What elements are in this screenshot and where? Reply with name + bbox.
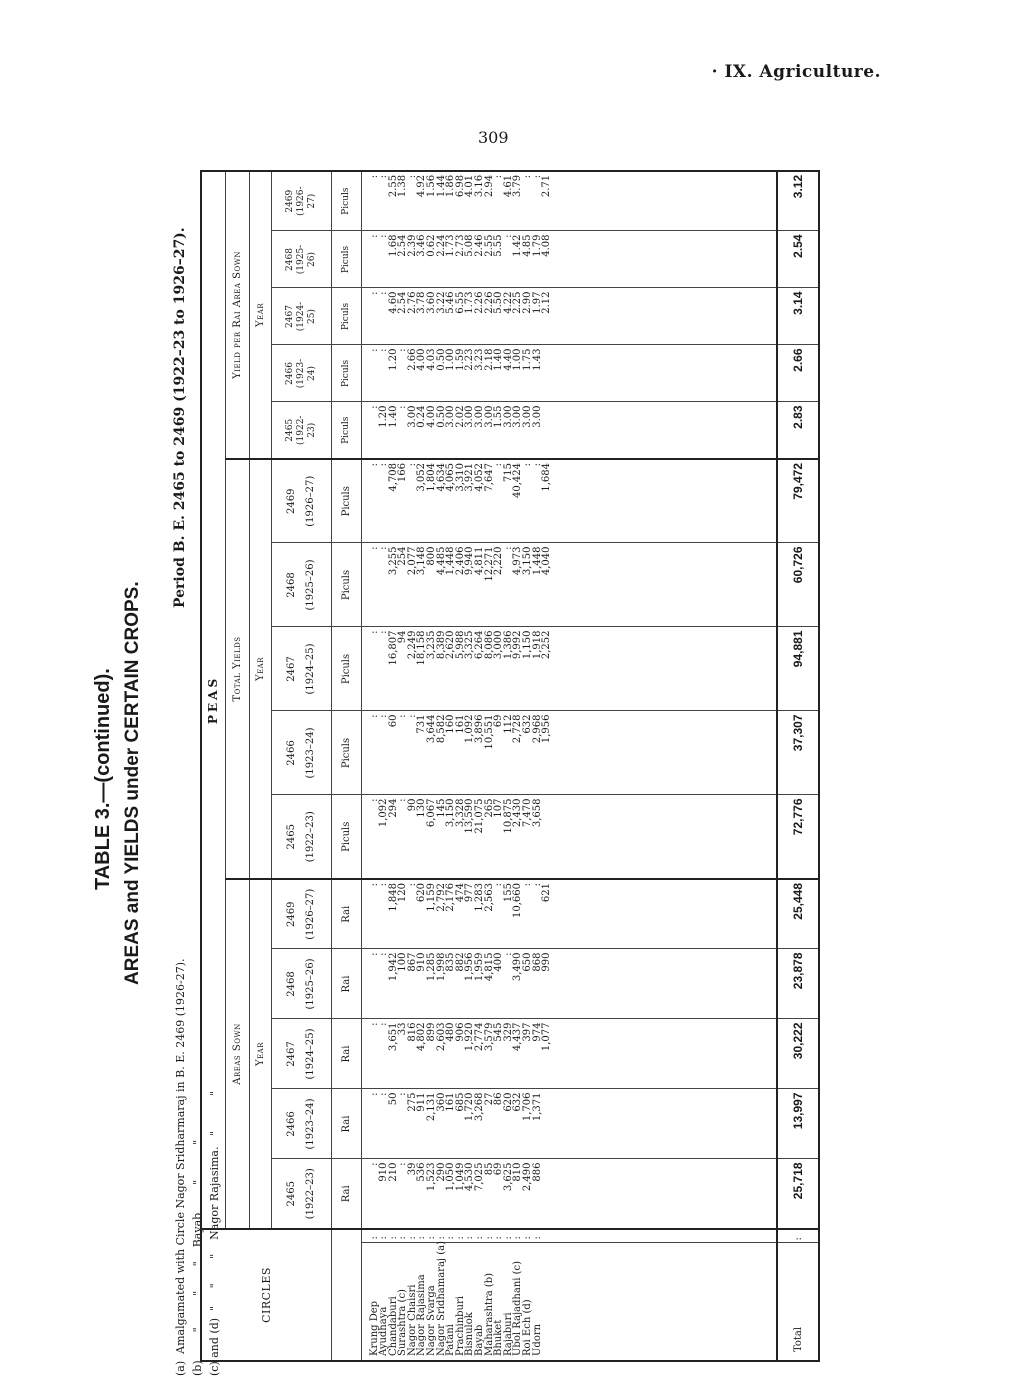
yield-rai-year-label: Year	[249, 171, 271, 459]
yield-year-col: 2468 (1925–26)	[271, 543, 331, 627]
area-values: : : 1,848 120 : 620 1,159 2,792 2,176 474 977 1,283 2,563 : 155 10,660 : : 621	[361, 879, 777, 949]
unit-piculs: Piculs	[331, 231, 361, 288]
total-dots: :	[777, 1229, 819, 1243]
yield-values: : 1,092 294 : 90 130 6,067 145 3,150 3,328 13,590 21,075 265 107 10,875 2,430 7,470 3,658	[361, 795, 777, 879]
area-year-col: 2468 (1925–26)	[271, 949, 331, 1019]
unit-piculs: Piculs	[331, 345, 361, 402]
unit-piculs: Piculs	[331, 795, 361, 879]
yield-year-col: 2465 (1922–23)	[271, 795, 331, 879]
footnote-b: (b) " " " Bayab " "	[191, 1139, 204, 1376]
area-year-col: 2465 (1922–23)	[271, 1159, 331, 1229]
area-values: : : 1,942 100 867 910 1,285 1,998 835 882 1,956 1,959 4,815 400 : 3,490 650 868 990	[361, 949, 777, 1019]
rai-values: : : 2.55 1.38 : 4.92 1.56 1.44 1.86 6.98 4.01 3.16 2.94 : 4.61 3.79 : : 2.71	[361, 171, 777, 231]
yield-values: : : 60 : : 731 3,644 8,582 160 161 1,092 3,896 10,551 69 112 2,728 632 2,968 1,956	[361, 711, 777, 795]
total-yield: 72,776	[777, 795, 819, 879]
total-yield: 79,472	[777, 459, 819, 543]
units-spacer	[331, 1229, 361, 1361]
group-yield-per-rai: Yield per Rai Area Sown	[225, 171, 249, 459]
total-yield: 94,881	[777, 627, 819, 711]
total-area: 25,718	[777, 1159, 819, 1229]
total-area: 30,222	[777, 1019, 819, 1089]
rai-values: : : 1.68 2.54 2.39 3.46 0.62 2.24 1.73 2.73 5.08 2.46 2.55 5.55 : 1.42 4.85 1.79 4.08	[361, 231, 777, 288]
unit-rai: Rai	[331, 879, 361, 949]
page-number: 309	[478, 128, 509, 147]
rai-year-col: 2468 (1925- 26)	[271, 231, 331, 288]
total-area: 25,448	[777, 879, 819, 949]
total-rai: 2.83	[777, 402, 819, 459]
area-values: : 910 210 : 39 536 1,523 290 1,050 1,049 4,530 7,025 85 69 3,625 810 2,490 886	[361, 1159, 777, 1229]
total-area: 23,878	[777, 949, 819, 1019]
unit-rai: Rai	[331, 1159, 361, 1229]
yield-values: : : 16,807 94 2,249 18,158 3,235 8,389 2,620 5,988 3,325 6,264 8,086 3,000 1,386 9,992 1,150 1,918 2,252	[361, 627, 777, 711]
circle-dots: : : : : : : : : : : : : : : : : : :	[361, 1229, 777, 1243]
area-year-col: 2466 (1923–24)	[271, 1089, 331, 1159]
rai-year-col: 2467 (1924- 25)	[271, 288, 331, 345]
footnote-a: (a) Amalgamated with Circle Nagor Sridharmaraj in B. E. 2469 (1926-27).	[174, 958, 187, 1376]
unit-piculs: Piculs	[331, 627, 361, 711]
total-rai: 3.14	[777, 288, 819, 345]
page-header: · IX. Agriculture.	[711, 62, 881, 82]
total-label: Total	[777, 1243, 819, 1361]
area-values: : : 3,651 33 816 4,802 899 2,603 480 906 1,920 2,774 3,579 545 329 4,437 397 974 1,077	[361, 1019, 777, 1089]
rai-year-col: 2465 (1922- 23)	[271, 402, 331, 459]
rai-year-col: 2466 (1923- 24)	[271, 345, 331, 402]
yield-year-col: 2467 (1924–25)	[271, 627, 331, 711]
yield-year-col: 2469 (1926–27)	[271, 459, 331, 543]
unit-rai: Rai	[331, 1089, 361, 1159]
circle-names: Krung Dep Ayudhaya Chandaburi Surashtra (c) Nagor Chaisri Nagor Rajasima Nagor Svarga Nagor Sridhamaraj (a) Patani Prachinburi Bisnulok Bayab Maharashtra (b) Bhuket Rajaburi Ubol Rajadhani (c) Roi Ech (d) Udorn	[361, 1243, 777, 1361]
data-table-wrapper	[200, 172, 820, 1362]
footnote-cd: (c) and (d) " " " Nagor Rajasima. " "	[208, 1090, 221, 1376]
area-values: : : 50 : 275 911 2,131 360 161 685 1,720 3,268 27 86 620 632 1,706 1,371	[361, 1089, 777, 1159]
table-title: TABLE 3.—(continued).	[92, 668, 114, 890]
yield-values: : : 3,255 254 2,077 3,148 800 4,485 1,448 2,406 9,940 4,811 12,271 2,220 : 4,973 3,150 1,448 4,040	[361, 543, 777, 627]
crop-header: PEAS	[201, 171, 225, 1229]
col-circles: CIRCLES	[201, 1229, 331, 1361]
data-table	[200, 170, 820, 1362]
total-rai: 3.12	[777, 171, 819, 231]
total-area: 13,997	[777, 1089, 819, 1159]
area-year-col: 2467 (1924–25)	[271, 1019, 331, 1089]
areas-year-label: Year	[249, 879, 271, 1229]
rai-year-col: 2469 (1926- 27)	[271, 171, 331, 231]
group-total-yields: Total Yields	[225, 459, 249, 879]
yield-year-col: 2466 (1923–24)	[271, 711, 331, 795]
total-yield: 60,726	[777, 543, 819, 627]
unit-piculs: Piculs	[331, 543, 361, 627]
rai-values: : : 4.60 2.54 2.76 3.78 3.60 3.22 5.46 6.55 1.73 2.26 2.26 5.50 4.22 2.25 2.90 1.97 2.12	[361, 288, 777, 345]
yields-year-label: Year	[249, 459, 271, 879]
unit-rai: Rai	[331, 1019, 361, 1089]
unit-piculs: Piculs	[331, 711, 361, 795]
unit-piculs: Piculs	[331, 171, 361, 231]
yield-values: : : 4,708 166 : 3,052 1,804 4,634 4,065 3,310 3,921 4,052 7,647 : 715 40,424 : : 1,684	[361, 459, 777, 543]
table-subtitle: AREAS and YIELDS under CERTAIN CROPS.	[122, 581, 143, 985]
total-rai: 2.66	[777, 345, 819, 402]
rai-values: : 1.20 1.40 : 3.00 0.24 4.00 0.50 3.00 2.02 3.00 3.00 3.00 1.55 3.00 3.00 3.00 3.00	[361, 402, 777, 459]
period-caption: Period B. E. 2465 to 2469 (1922–23 to 1926–27).	[172, 227, 188, 608]
unit-piculs: Piculs	[331, 402, 361, 459]
total-rai: 2.54	[777, 231, 819, 288]
total-yield: 37,307	[777, 711, 819, 795]
unit-rai: Rai	[331, 949, 361, 1019]
area-year-col: 2469 (1926–27)	[271, 879, 331, 949]
group-areas-sown: Areas Sown	[225, 879, 249, 1229]
rai-values: : : 1.20 : 2.66 4.00 4.03 0.50 1.00 1.59 2.23 3.23 2.18 1.40 4.40 1.00 1.75 1.43	[361, 345, 777, 402]
unit-piculs: Piculs	[331, 288, 361, 345]
unit-piculs: Piculs	[331, 459, 361, 543]
